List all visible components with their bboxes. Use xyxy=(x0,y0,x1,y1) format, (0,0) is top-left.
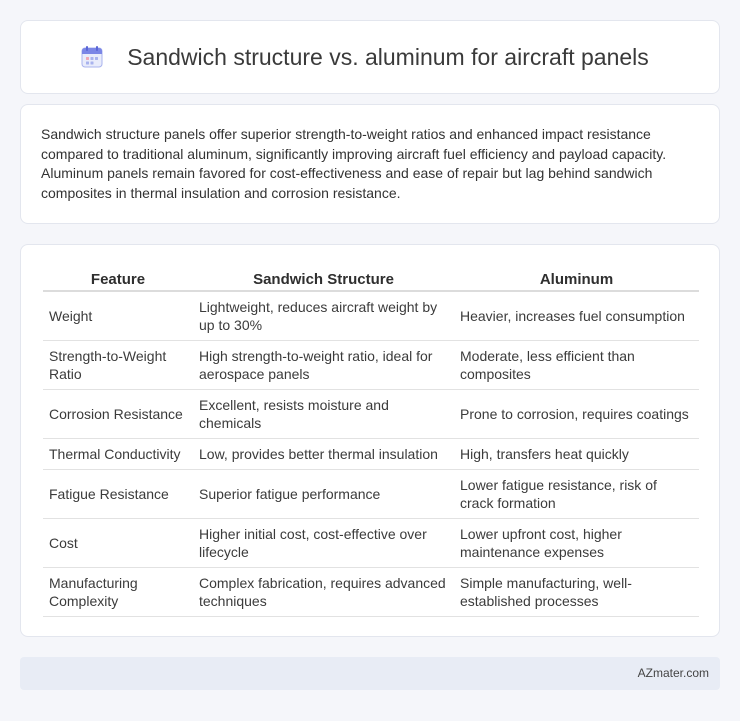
sandwich-cell: Complex fabrication, requires advanced techniques xyxy=(193,568,454,617)
feature-cell: Thermal Conductivity xyxy=(43,439,193,470)
aluminum-cell: Prone to corrosion, requires coatings xyxy=(454,390,699,439)
aluminum-cell: Lower upfront cost, higher maintenance expenses xyxy=(454,519,699,568)
header-feature: Feature xyxy=(43,265,193,292)
table-row xyxy=(43,341,699,390)
table-row xyxy=(43,292,699,341)
feature-cell: Manufacturing Complexity xyxy=(43,568,193,617)
feature-cell: Fatigue Resistance xyxy=(43,470,193,519)
sandwich-cell: Higher initial cost, cost-effective over lifecycle xyxy=(193,519,454,568)
summary-text: Sandwich structure panels offer superior strength-to-weight ratios and enhanced impact resistance compared to traditional aluminum, significantly improving aircraft fuel efficiency and payload capacity. Aluminum panels remain favored for cost-effectiveness and ease of repair but lag behind sandwich composites in thermal insulation and corrosion resistance. xyxy=(41,126,667,201)
title-card xyxy=(20,20,720,94)
calendar-icon xyxy=(79,44,105,70)
header-aluminum: Aluminum xyxy=(454,265,699,292)
page-title: Sandwich structure vs. aluminum for aircraft panels xyxy=(127,43,649,70)
sandwich-cell: High strength-to-weight ratio, ideal for aerospace panels xyxy=(193,341,454,390)
aluminum-cell: High, transfers heat quickly xyxy=(454,439,699,470)
feature-cell: Strength-to-Weight Ratio xyxy=(43,341,193,390)
sandwich-cell: Lightweight, reduces aircraft weight by up to 30% xyxy=(193,292,454,341)
aluminum-cell: Lower fatigue resistance, risk of crack formation xyxy=(454,470,699,519)
sandwich-cell: Low, provides better thermal insulation xyxy=(193,439,454,470)
summary-card xyxy=(20,104,720,224)
sandwich-cell: Excellent, resists moisture and chemicals xyxy=(193,390,454,439)
table-row xyxy=(43,519,699,568)
comparison-table xyxy=(43,265,699,617)
table-header-row xyxy=(43,265,699,292)
comparison-card xyxy=(20,244,720,637)
table-row xyxy=(43,470,699,519)
header-sandwich: Sandwich Structure xyxy=(193,265,454,292)
footer-bar xyxy=(20,657,720,690)
footer-brand[interactable]: AZmater.com xyxy=(637,666,709,680)
table-row xyxy=(43,439,699,470)
sandwich-cell: Superior fatigue performance xyxy=(193,470,454,519)
table-row xyxy=(43,390,699,439)
aluminum-cell: Moderate, less efficient than composites xyxy=(454,341,699,390)
table-row xyxy=(43,568,699,617)
feature-cell: Cost xyxy=(43,519,193,568)
aluminum-cell: Simple manufacturing, well-established processes xyxy=(454,568,699,617)
feature-cell: Weight xyxy=(43,292,193,341)
feature-cell: Corrosion Resistance xyxy=(43,390,193,439)
aluminum-cell: Heavier, increases fuel consumption xyxy=(454,292,699,341)
